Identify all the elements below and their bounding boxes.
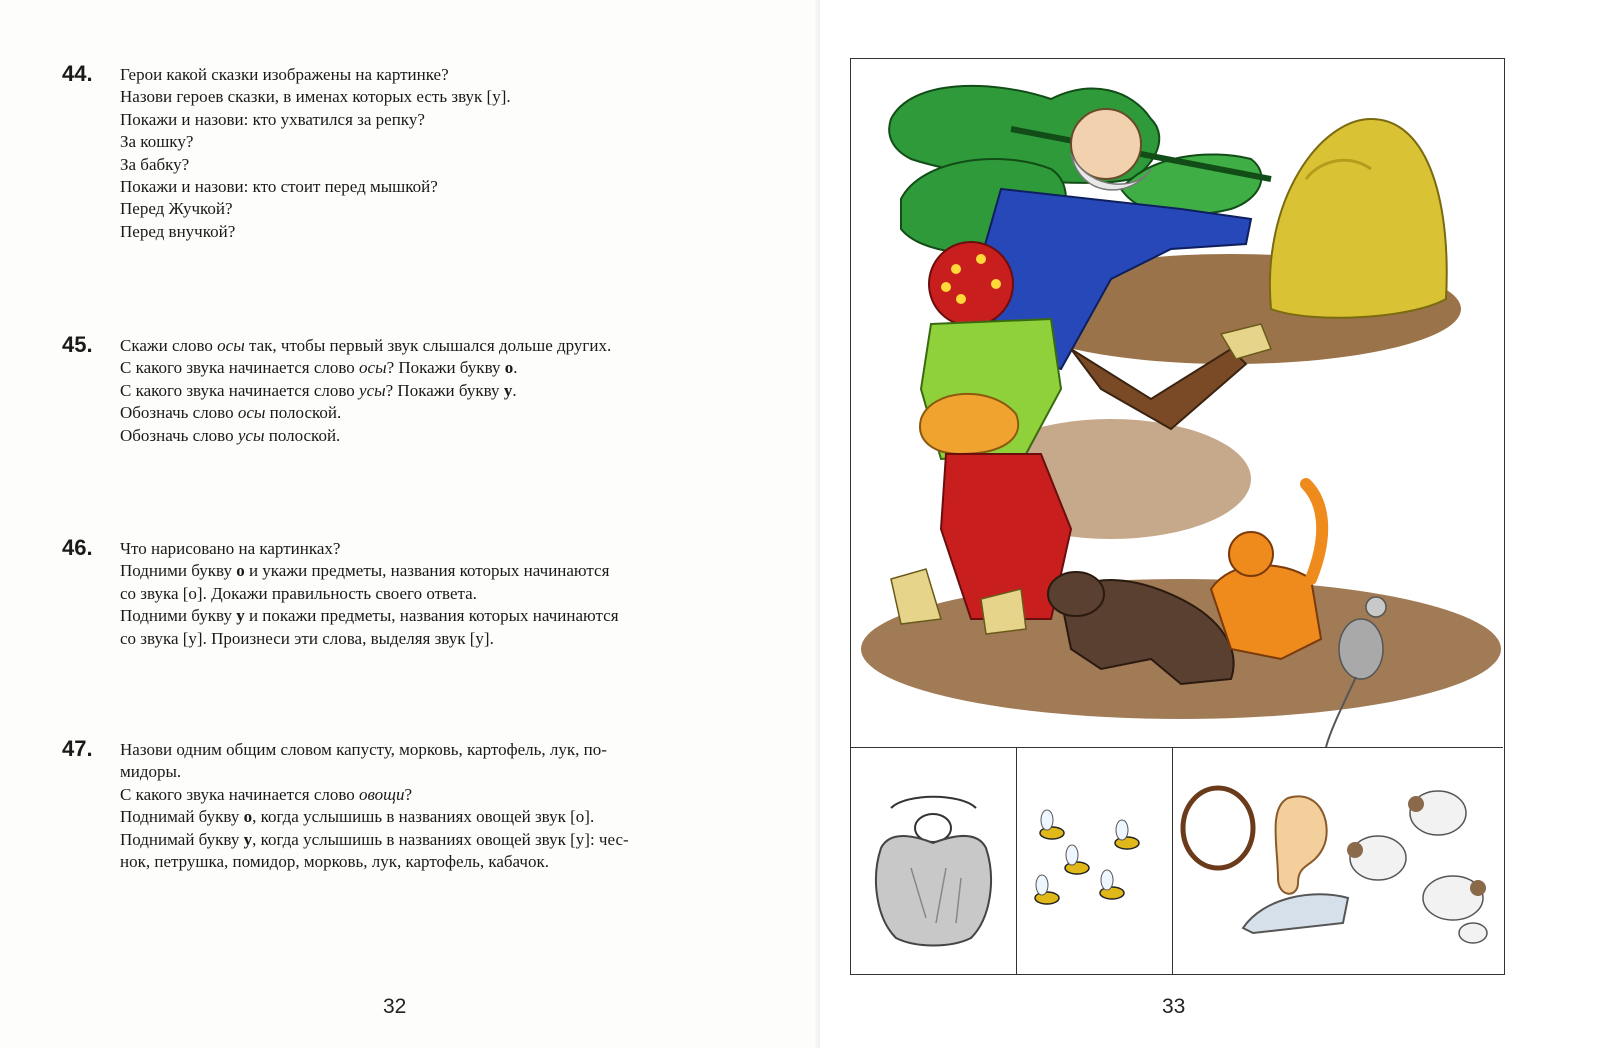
exercise-line: [120, 154, 782, 176]
text-segment: ? Покажи букву: [385, 380, 504, 400]
text-segment: Герои какой сказки изображены на картинке?: [120, 65, 449, 84]
text-segment: Скажи слово: [120, 336, 218, 355]
exercise-line: [120, 380, 782, 402]
exercise-lines: [120, 335, 782, 447]
exercise-number: 47.: [62, 736, 93, 761]
text-segment: так, чтобы первый звук слышался дольше других.: [244, 336, 612, 355]
exercise-46: [62, 535, 782, 650]
scarf-dot: [976, 254, 986, 264]
text-segment: мидоры.: [120, 762, 182, 782]
mustache-beard-icon: [851, 748, 1016, 974]
exercise-line: [120, 198, 782, 220]
exercise-47: [62, 736, 782, 873]
italic-word: осы: [359, 358, 387, 378]
scarf-dot: [941, 282, 951, 292]
text-segment: Поднимай букву: [120, 807, 244, 827]
text-segment: Подними букву: [120, 561, 237, 581]
exercise-lines: [120, 538, 782, 650]
text-segment: Покажи и назови: кто ухватился за репку?: [120, 109, 425, 129]
turnip-scene-svg: [851, 59, 1503, 747]
text-segment: , когда услышишь в названиях овощей звук [о].: [252, 807, 595, 827]
cat-tail: [1306, 484, 1322, 579]
text-segment: ?: [404, 784, 413, 804]
text-segment: .: [513, 358, 518, 378]
text-segment: Обозначь слово: [120, 425, 238, 445]
text-segment: Что нарисовано на картинках?: [120, 539, 341, 558]
text-segment: и укажи предметы, названия которых начинаются: [244, 561, 610, 581]
bold-letter: у: [503, 380, 513, 400]
exercise-lines: [120, 739, 782, 873]
italic-word: осы: [217, 336, 245, 355]
italic-word: усы: [237, 425, 265, 445]
turnip-body: [1270, 119, 1447, 318]
turnip-tale-illustration: [851, 59, 1503, 747]
exercise-lines: [120, 64, 782, 243]
exercise-line: [120, 628, 782, 650]
mustache-beard-panel: [851, 748, 1017, 974]
wasps-icon: [1017, 748, 1172, 974]
exercise-number: 44.: [62, 61, 93, 86]
page-number-left: 32: [383, 995, 407, 1018]
exercise-number: 46.: [62, 535, 93, 560]
exercise-line: [120, 806, 782, 828]
italic-word: усы: [359, 380, 386, 400]
exercise-45: [62, 332, 782, 447]
picture-panels: [851, 747, 1503, 974]
text-segment: С какого звука начинается слово: [120, 784, 360, 804]
exercise-line: [120, 761, 782, 783]
text-segment: Покажи и назови: кто стоит перед мышкой?: [120, 177, 438, 197]
exercise-line: [120, 560, 782, 582]
text-segment: полоской.: [265, 403, 342, 423]
text-segment: Перед Жучкой?: [120, 199, 233, 219]
iron-icon: [1243, 894, 1348, 933]
exercise-line: [120, 605, 782, 627]
text-segment: и покажи предметы, названия которых начинаются: [244, 606, 619, 626]
text-segment: Поднимай букву: [120, 829, 244, 849]
bold-letter: о: [504, 358, 514, 378]
exercise-line: [120, 851, 782, 873]
exercise-line: [120, 335, 782, 357]
scarf-dot: [956, 294, 966, 304]
exercise-line: [120, 739, 782, 761]
text-segment: , когда услышишь в названиях овощей звук [у]: чес-: [252, 829, 629, 849]
exercise-line: [120, 221, 782, 243]
text-segment: ? Покажи букву: [386, 358, 505, 378]
hoop-ear-iron-sheep-panel: [1173, 748, 1503, 974]
text-segment: нок, петрушка, помидор, морковь, лук, картофель, кабачок.: [120, 852, 549, 872]
hoop-icon: [1183, 788, 1253, 868]
bold-letter: у: [236, 606, 245, 626]
granddaughter-boot: [891, 569, 941, 624]
text-segment: С какого звука начинается слово: [120, 380, 360, 400]
illustration-frame: [850, 58, 1505, 975]
exercise-44: [62, 61, 782, 243]
exercise-line: [120, 109, 782, 131]
scarf-dot: [991, 279, 1001, 289]
text-segment: С какого звука начинается слово: [120, 358, 360, 378]
text-segment: со звука [о]. Докажи правильность своего ответа.: [120, 583, 477, 603]
dog-head: [1048, 572, 1104, 616]
hoop-ear-iron-sheep-icon: [1173, 748, 1503, 974]
exercise-line: [120, 538, 782, 560]
bold-letter: у: [243, 829, 253, 849]
text-segment: со звука [у]. Произнеси эти слова, выделяя звук [у].: [120, 628, 494, 648]
ear-icon: [1276, 796, 1327, 893]
exercise-line: [120, 64, 782, 86]
right-page: [820, 0, 1611, 1048]
page-number-right: 33: [1162, 995, 1186, 1018]
mouse-body: [1339, 619, 1383, 679]
exercise-line: [120, 86, 782, 108]
text-segment: Перед внучкой?: [120, 221, 236, 241]
exercise-line: [120, 176, 782, 198]
exercise-line: [120, 402, 782, 424]
mouse-ear: [1366, 597, 1386, 617]
exercise-line: [120, 784, 782, 806]
italic-word: осы: [237, 403, 266, 423]
italic-word: овощи: [359, 784, 405, 804]
granddaughter-hair: [920, 394, 1018, 454]
exercise-line: [120, 131, 782, 153]
bold-letter: о: [243, 807, 253, 827]
text-segment: Назови героев сказки, в именах которых есть звук [у].: [120, 87, 511, 107]
sheep-icon: [1350, 791, 1487, 943]
text-segment: За кошку?: [120, 132, 194, 152]
bold-letter: о: [236, 561, 245, 581]
wasps-panel: [1017, 748, 1173, 974]
text-segment: Подними букву: [120, 606, 237, 626]
text-segment: полоской.: [264, 425, 341, 445]
exercise-line: [120, 583, 782, 605]
text-segment: За бабку?: [120, 154, 190, 174]
scarf-dot: [951, 264, 961, 274]
text-segment: .: [512, 380, 517, 400]
cat-head: [1229, 532, 1273, 576]
exercise-line: [120, 829, 782, 851]
exercise-line: [120, 357, 782, 379]
text-segment: Обозначь слово: [120, 403, 238, 423]
exercise-number: 45.: [62, 332, 93, 357]
text-segment: Назови одним общим словом капусту, морковь, картофель, лук, по-: [120, 740, 607, 759]
exercise-line: [120, 425, 782, 447]
